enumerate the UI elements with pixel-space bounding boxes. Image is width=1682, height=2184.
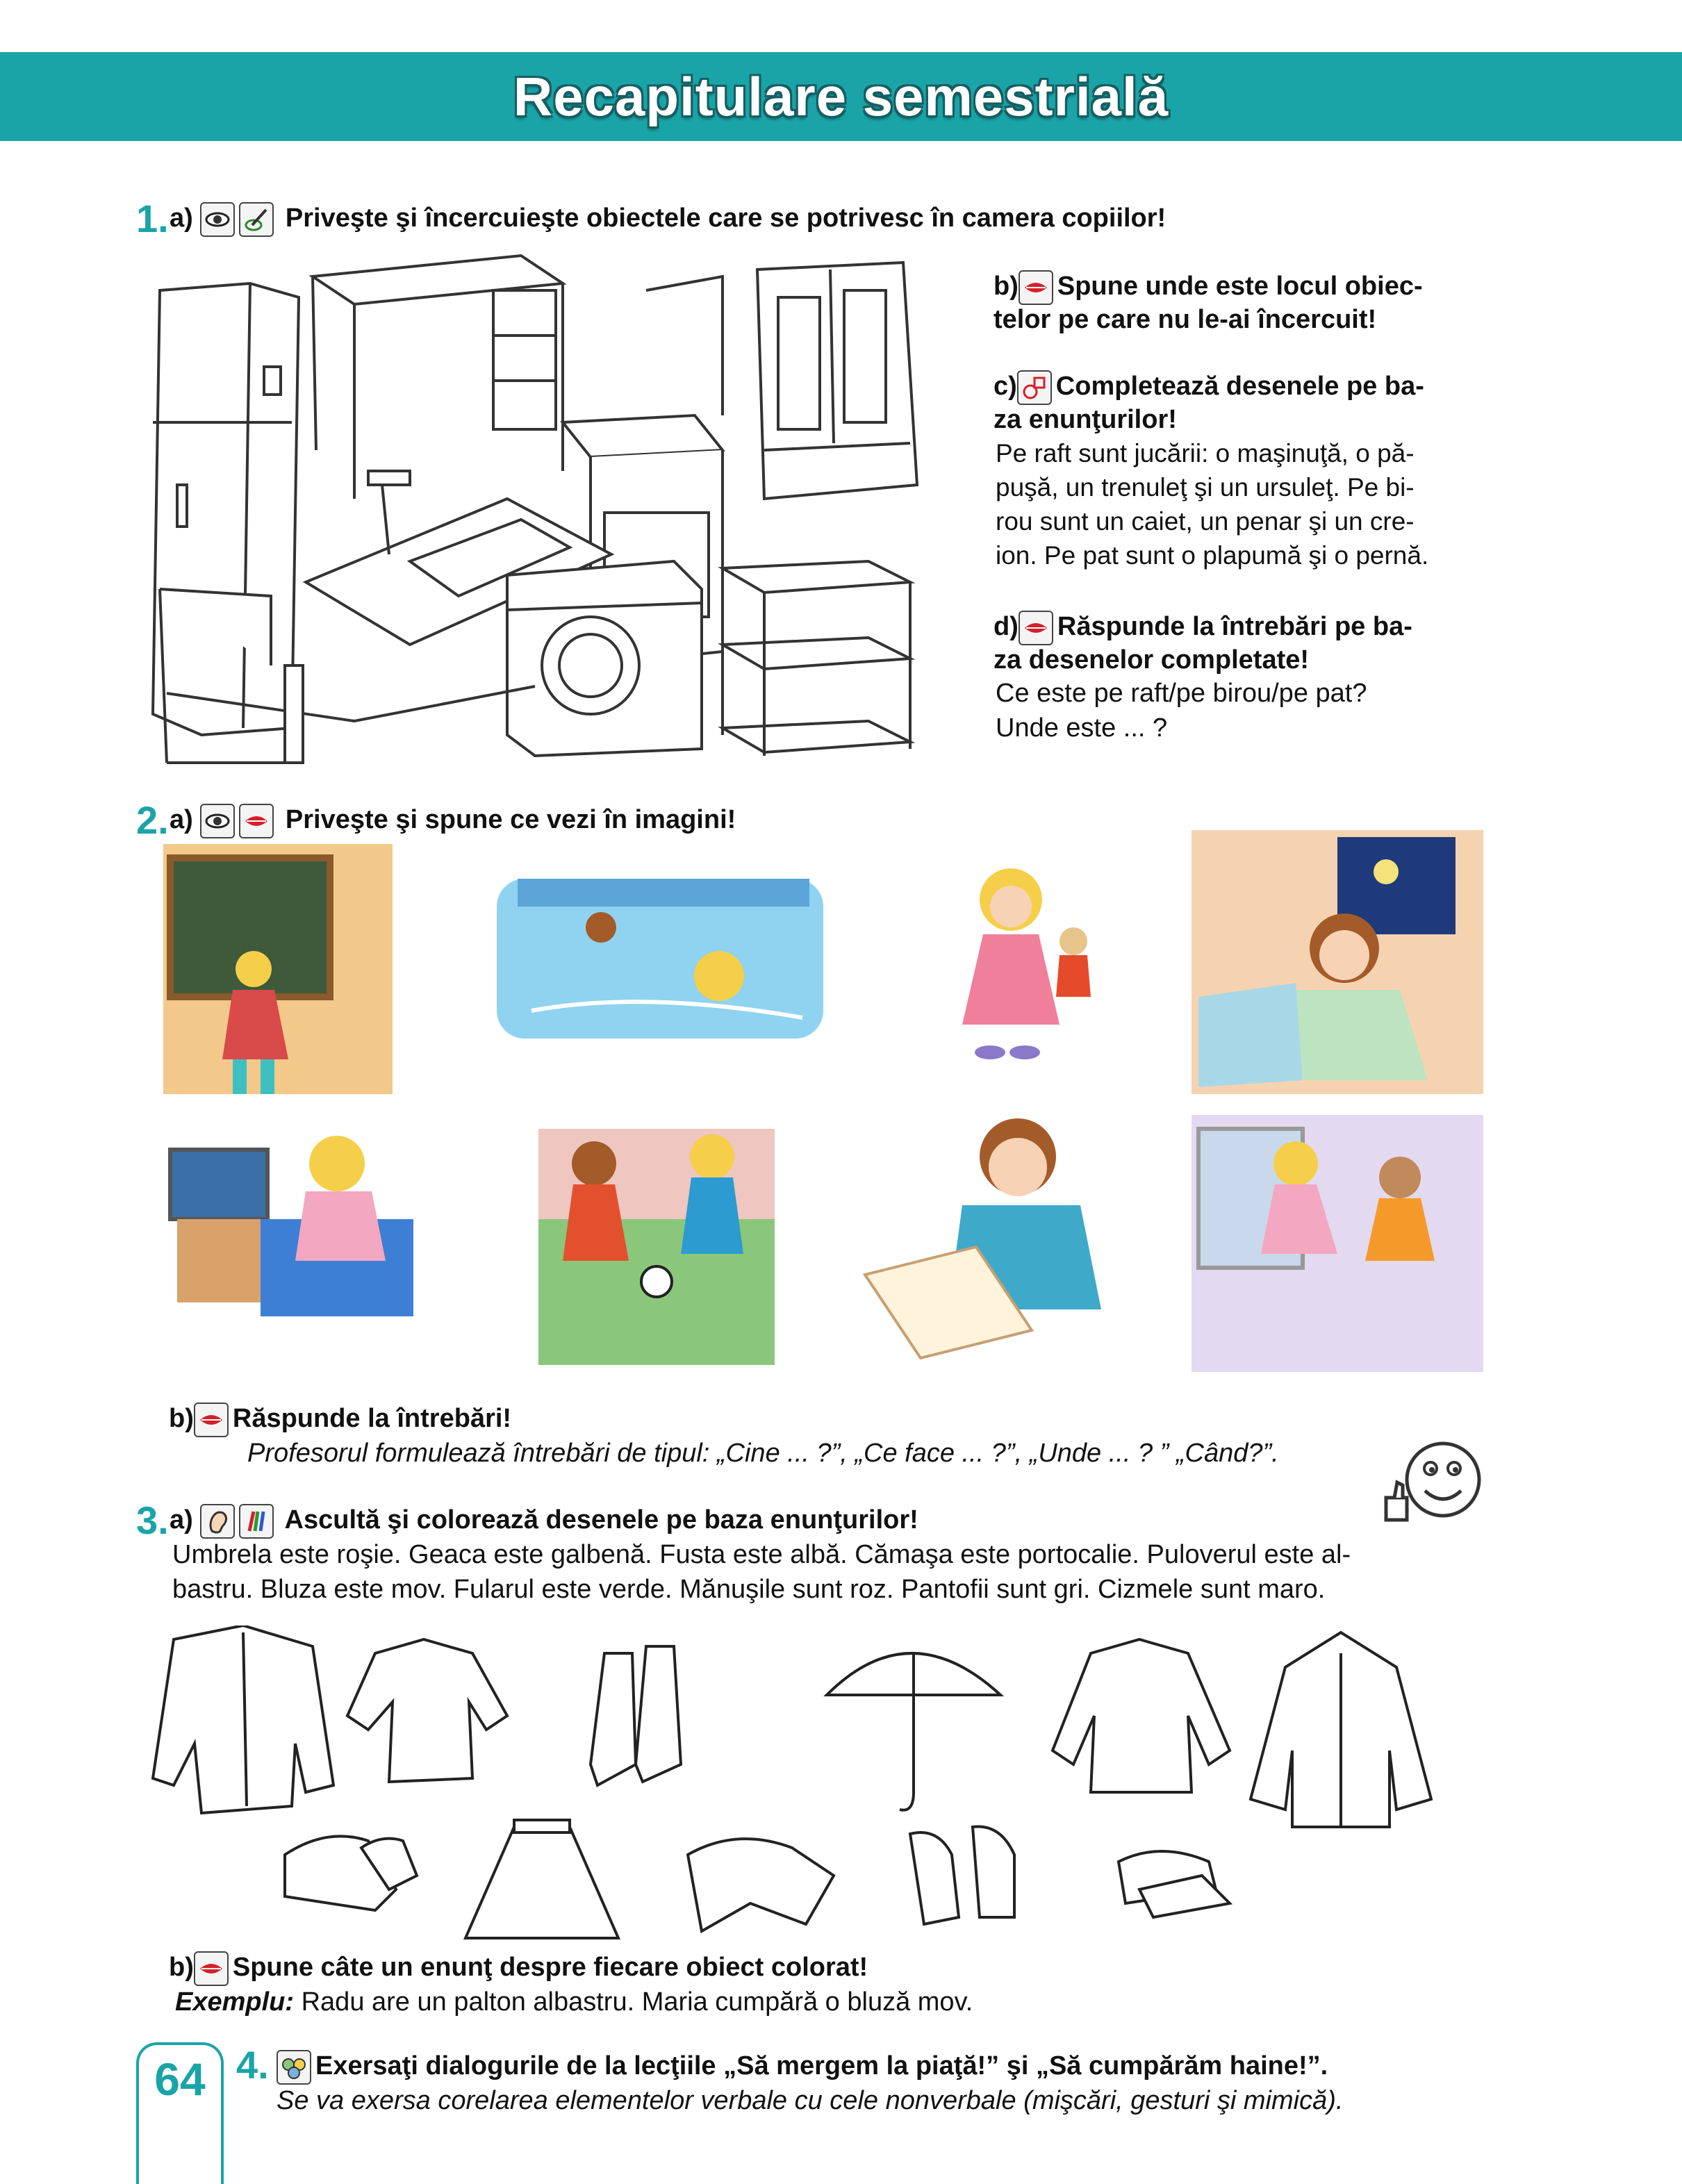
blouse-drawing [347, 1639, 507, 1782]
exercise-4-instruction [277, 2049, 1328, 2085]
exercise-1a-instruction [170, 201, 1166, 237]
exercise-1a-text: Priveşte şi încercuieşte obiectele care se potrivesc în camera copiilor! [285, 204, 1166, 233]
smiley-thumbs-up-icon [1379, 1437, 1483, 1527]
exercise-1c-line-2: za enunţurilor! [993, 405, 1177, 434]
exercise-3-number: 3. [136, 1498, 169, 1542]
group-dialogue-icon [277, 2050, 311, 2085]
exercise-3b-label: b) [169, 1953, 194, 1982]
exercise-3a-sentences-line-2: bastru. Bluza este mov. Fularul este verde. Mănuşile sunt roz. Pantofii sunt gri. Cizmele sunt maro. [172, 1575, 1326, 1604]
sandals-drawing [1119, 1851, 1230, 1917]
exercise-4-text: Exersaţi dialogurile de la lecţiile „Să mergem la piaţă!” şi „Să cumpărăm haine!”. [315, 2051, 1328, 2080]
sweater-drawing [1053, 1639, 1230, 1792]
furniture-illustration [146, 249, 931, 777]
activities-picture-grid [156, 830, 1483, 1372]
children-playing-football-picture [538, 1129, 775, 1365]
example-label: Exemplu: [175, 1987, 295, 2017]
exercise-3b-text: Spune câte un enunţ despre fiecare obiect colorat! [232, 1953, 868, 1982]
exercise-1d-label: d) [993, 612, 1019, 641]
header-band [0, 52, 1682, 141]
drawing-tools-icon [1017, 370, 1052, 405]
mouth-icon [1019, 270, 1053, 305]
mouth-icon [194, 1951, 229, 1986]
example-text: Radu are un palton albastru. Maria cumpără o bluză mov. [294, 1987, 973, 2017]
exercise-2a-text: Priveşte şi spune ce vezi în imagini! [285, 805, 736, 834]
exercise-2a-label: a) [170, 805, 193, 834]
clothes-coloring-illustration [146, 1625, 1480, 1959]
exercise-1c-line-1: c) Completează desenele pe ba- [993, 370, 1424, 405]
exercise-1d-question-2: Unde este ... ? [996, 713, 1168, 743]
skirt-drawing [465, 1820, 618, 1938]
exercise-2b-label: b) [169, 1404, 194, 1433]
exercise-1b-line-1: b) Spune unde este locul obiec- [993, 270, 1423, 305]
exercise-2b-teacher-note: Profesorul formulează întrebări de tipul: „Cine ... ?”, „Ce face ... ?”, „Unde ... ? ” „Când?”. [247, 1439, 1279, 1468]
fridge-drawing [153, 283, 299, 735]
girl-with-doll-picture [962, 868, 1091, 1059]
mouth-icon [194, 1403, 229, 1437]
shirt-drawing [153, 1625, 333, 1813]
exercise-2b-text: Răspunde la întrebări! [232, 1404, 512, 1433]
umbrella-drawing [827, 1653, 1000, 1810]
children-swimming-picture [497, 879, 823, 1039]
exercise-3b-instruction [169, 1951, 868, 1986]
exercise-3a-instruction [170, 1503, 918, 1539]
shoes-drawing [285, 1836, 417, 1910]
exercise-1b-label: b) [993, 272, 1019, 301]
exercise-1c-paragraph: Pe raft sunt jucării: o maşinuţă, o pă- puşă, un trenuleţ şi un ursuleţ. Pe bi- rou sunt un caiet, un penar şi un cre- ion. Pe pat sunt o plapumă şi o pernă. [996, 439, 1429, 570]
exercise-3a-sentences-line-1: Umbrela este roşie. Geaca este galbenă. Fusta este albă. Cămaşa este portocalie. Puloverul este al- [172, 1540, 1351, 1569]
boy-waking-up-picture [1192, 830, 1483, 1094]
girls-dancing-picture [1192, 1115, 1483, 1372]
exercise-4-note: Se va exersa corelarea elementelor verbale cu cele nonverbale (mişcări, gesturi şi mimică). [277, 2086, 1344, 2115]
crayons-icon [239, 1504, 274, 1539]
exercise-1b-line-2: telor pe care nu le-ai încercuit! [993, 305, 1377, 334]
exercise-3a-label: a) [170, 1505, 193, 1534]
girl-watching-tv-picture [170, 1136, 413, 1316]
exercise-2-number: 2. [136, 798, 169, 842]
pencil-circle-icon [239, 202, 274, 237]
exercise-3a-text: Ascultă şi colorează desenele pe baza enunţurilor! [284, 1505, 918, 1534]
boy-drawing-picture [865, 1118, 1101, 1358]
ear-icon [200, 1504, 235, 1539]
jacket-drawing [1251, 1632, 1431, 1827]
boots-drawing [591, 1646, 681, 1785]
shelf-drawing [723, 561, 910, 756]
exercise-3b-example [175, 1985, 973, 2019]
desk-drawing [313, 256, 563, 499]
scarf-drawing [688, 1839, 834, 1931]
exercise-4-number: 4. [236, 2043, 269, 2087]
exercise-1d-question-1: Ce este pe raft/pe birou/pe pat? [996, 679, 1367, 708]
eye-icon [200, 202, 235, 237]
page-number: 64 [154, 2053, 206, 2105]
exercise-1c-label: c) [993, 372, 1017, 401]
exercise-1a-label: a) [170, 204, 193, 233]
exercise-1d-line-1: d) Răspunde la întrebări pe ba- [993, 610, 1412, 645]
wardrobe-drawing [757, 263, 917, 499]
exercise-2b-instruction [169, 1402, 511, 1437]
washing-machine-drawing [507, 561, 702, 756]
exercise-1d-line-2: za desenelor completate! [993, 645, 1310, 675]
girl-at-blackboard-picture [163, 844, 393, 1094]
mouth-icon [1019, 611, 1053, 645]
exercise-1-number: 1. [136, 197, 169, 240]
page-title: Recapitulare semestrială [513, 65, 1169, 127]
mittens-drawing [910, 1827, 1014, 1925]
